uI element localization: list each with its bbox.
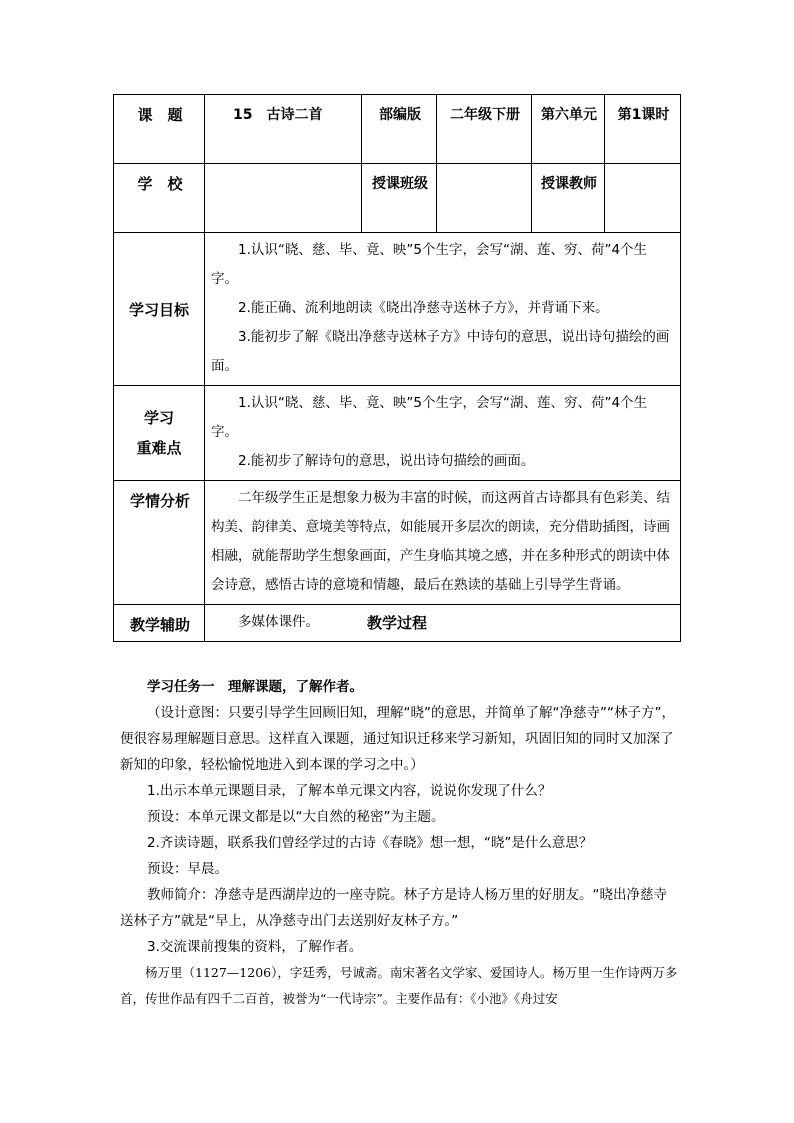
topic-label: 课 题 [114,95,205,164]
teacher-intro: 教师简介：净慈寺是西湖岸边的一座寺院。林子方是诗人杨万里的好朋友。“晓出净慈寺送林子方”就是“早上，从净慈寺出门去送别好友林子方。” [120,887,667,929]
analysis-content [205,481,681,605]
goal-line: 3.能初步了解《晓出净慈寺送林子方》中诗句的意思，说出诗句描绘的画面。 [211,329,670,374]
key-points-label [114,386,205,481]
analysis-text: 二年级学生正是想象力极为丰富的时候，而这两首古诗都具有色彩美、结构美、韵律美、意境美等特点，如能展开多层次的朗读，充分借助插图，诗画相融，就能帮助学生想象画面，产生身临其境之感，并在多种形式的朗读中体会诗意，感悟古诗的意境和情趣，最后在熟读的基础上引导学生背诵。 [211,490,670,593]
step-1: 1.出示本单元课题目录，了解本单元课文内容，说说你发现了什么？ [147,783,552,799]
key-point-line: 2.能初步了解诗句的意思，说出诗句描绘的画面。 [238,453,535,469]
key-points-content [205,386,681,481]
preset-2: 预设：早晨。 [147,861,228,877]
analysis-label: 学情分析 [114,481,205,605]
goal-line: 1.认识“晓、慈、毕、竟、映”5个生字，会写“湖、莲、穷、荷”4个生字。 [211,242,648,287]
key-point-line: 1.认识“晓、慈、毕、竟、映”5个生字，会写“湖、莲、穷、荷”4个生字。 [211,395,648,440]
step-3: 3.交流课前搜集的资料，了解作者。 [147,939,363,955]
class-value [437,164,532,233]
grade-cell: 二年级下册 [437,95,532,164]
period-cell: 第1课时 [605,95,681,164]
teaching-process-title: 教学过程 [366,614,427,632]
table-row-topic [114,95,681,164]
table-row-analysis [114,481,681,605]
key-points-label-line1: 学习 [143,409,174,427]
lesson-plan-table [113,94,681,642]
table-row-key-points [114,386,681,481]
school-label: 学 校 [114,164,205,233]
unit-cell: 第六单元 [532,95,605,164]
teacher-value [605,164,681,233]
author-intro: 杨万里（1127—1206），字廷秀，号诚斋。南宋著名文学家、爱国诗人。杨万里一生作诗两万多首，传世作品有四千二百首，被誉为“一代诗宗”。主要作品有：《小池》《舟过安 [120,965,678,1006]
edition-cell: 部编版 [362,95,437,164]
key-points-label-line2: 重难点 [136,439,182,457]
table-row-goals [114,233,681,386]
task-heading: 学习任务一 理解课题，了解作者。 [147,679,363,695]
school-value [205,164,362,233]
design-intent: （设计意图：只要引导学生回顾旧知，理解“晓”的意思，并简单了解“净慈寺”“林子方”，便很容易理解题目意思。这样直入课题，通过知识迁移来学习新知，巩固旧知的同时又加深了新知的印象，轻松愉悦地进入到本课的学习之中。） [120,705,675,773]
step-2: 2.齐读诗题，联系我们曾经学过的古诗《春晓》想一想，“晓”是什么意思？ [147,835,593,851]
table-row-school [114,164,681,233]
goals-label: 学习目标 [114,233,205,386]
aids-label: 教学辅助 [114,605,205,642]
goal-line: 2.能正确、流利地朗读《晓出净慈寺送林子方》，并背诵下来。 [238,300,609,316]
topic-value: 15 古诗二首 [205,95,362,164]
teaching-process-body [120,674,680,1012]
class-label: 授课班级 [362,164,437,233]
teacher-label: 授课教师 [532,164,605,233]
aids-text: 多媒体课件。 [238,614,319,630]
goals-content [205,233,681,386]
preset-1: 预设：本单元课文都是以“大自然的秘密”为主题。 [147,809,445,825]
